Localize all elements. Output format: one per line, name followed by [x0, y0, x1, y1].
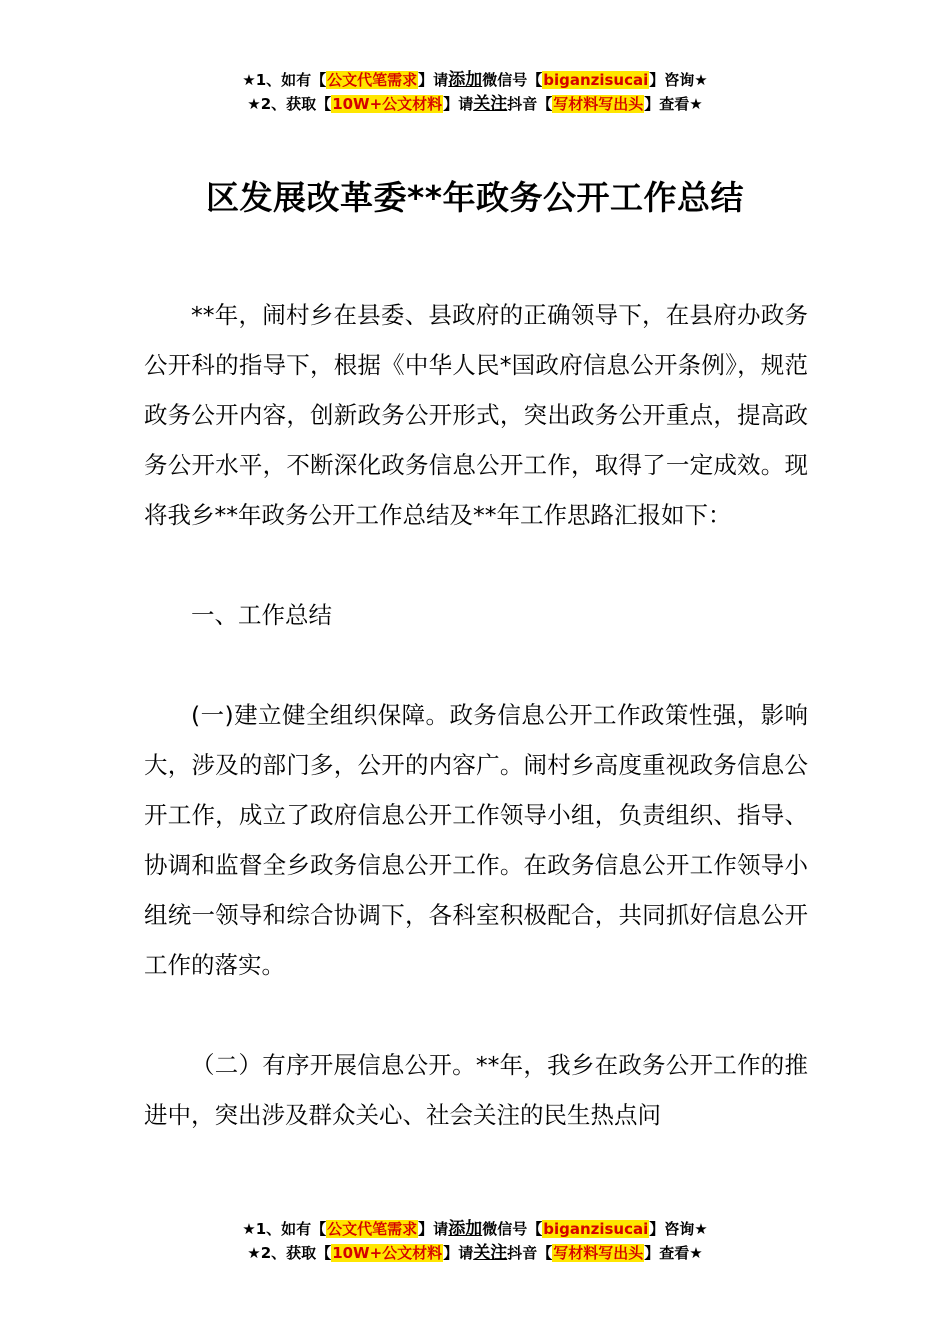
banner-highlight: 写材料写出头 — [553, 1244, 644, 1262]
banner-text: 微信号【 — [482, 1220, 543, 1238]
banner-text: ★2、获取【 — [247, 1244, 332, 1262]
banner-text: ★1、如有【 — [242, 1220, 327, 1238]
footer-banner — [0, 1217, 950, 1265]
banner-line-2 — [0, 1241, 950, 1265]
banner-line-2 — [0, 92, 950, 116]
banner-text: 】请 — [443, 1244, 474, 1262]
banner-text: 】请 — [418, 71, 449, 89]
document-body — [144, 290, 808, 1140]
banner-highlight: 公文代笔需求 — [327, 1220, 418, 1238]
banner-text: ★2、获取【 — [247, 95, 332, 113]
document-title: 区发展改革委**年政务公开工作总结 — [205, 178, 744, 218]
banner-underline: 关注 — [473, 94, 508, 114]
banner-text: 】请 — [418, 1220, 449, 1238]
banner-text: 】查看★ — [644, 95, 703, 113]
banner-text: ★1、如有【 — [242, 71, 327, 89]
paragraph-organization: (一)建立健全组织保障。政务信息公开工作政策性强，影响大，涉及的部门多，公开的内容广。闹村乡高度重视政务信息公开工作，成立了政府信息公开工作领导小组，负责组织、指导、协调和监督全乡政务信息公开工作。在政务信息公开工作领导小组统一领导和综合协调下，各科室积极配合，共同抓好信息公开工作的落实。 — [144, 701, 808, 979]
banner-text: 微信号【 — [482, 71, 543, 89]
banner-text: 】查看★ — [644, 1244, 703, 1262]
section-heading: 一、工作总结 — [191, 601, 332, 629]
banner-text: 】请 — [443, 95, 474, 113]
banner-text: 】咨询★ — [649, 71, 708, 89]
banner-text: 抖音【 — [507, 95, 553, 113]
paragraph-gap — [144, 990, 808, 1040]
banner-underline: 添加 — [448, 1219, 483, 1239]
banner-highlight: 写材料写出头 — [553, 95, 644, 113]
paragraph-intro: **年，闹村乡在县委、县政府的正确领导下，在县府办政务公开科的指导下，根据《中华人民*国政府信息公开条例》，规范政务公开内容，创新政务公开形式，突出政务公开重点，提高政务公开水平，不断深化政务信息公开工作，取得了一定成效。现将我乡**年政务公开工作总结及**年工作思路汇报如下： — [144, 301, 808, 529]
paragraph-disclosure: （二）有序开展信息公开。**年，我乡在政务公开工作的推进中，突出涉及群众关心、社会关注的民生热点问 — [144, 1051, 808, 1129]
banner-highlight: 10W+公文材料 — [332, 1244, 443, 1262]
banner-highlight: 10W+公文材料 — [332, 95, 443, 113]
banner-highlight: biganzisucai — [543, 71, 649, 89]
banner-underline: 关注 — [473, 1243, 508, 1263]
banner-text: 】咨询★ — [649, 1220, 708, 1238]
paragraph-gap — [144, 540, 808, 590]
banner-underline: 添加 — [448, 70, 483, 90]
banner-highlight: biganzisucai — [543, 1220, 649, 1238]
paragraph-gap — [144, 640, 808, 690]
banner-line-1 — [0, 1217, 950, 1241]
banner-highlight: 公文代笔需求 — [327, 71, 418, 89]
header-banner — [0, 68, 950, 116]
banner-line-1 — [0, 68, 950, 92]
banner-text: 抖音【 — [507, 1244, 553, 1262]
